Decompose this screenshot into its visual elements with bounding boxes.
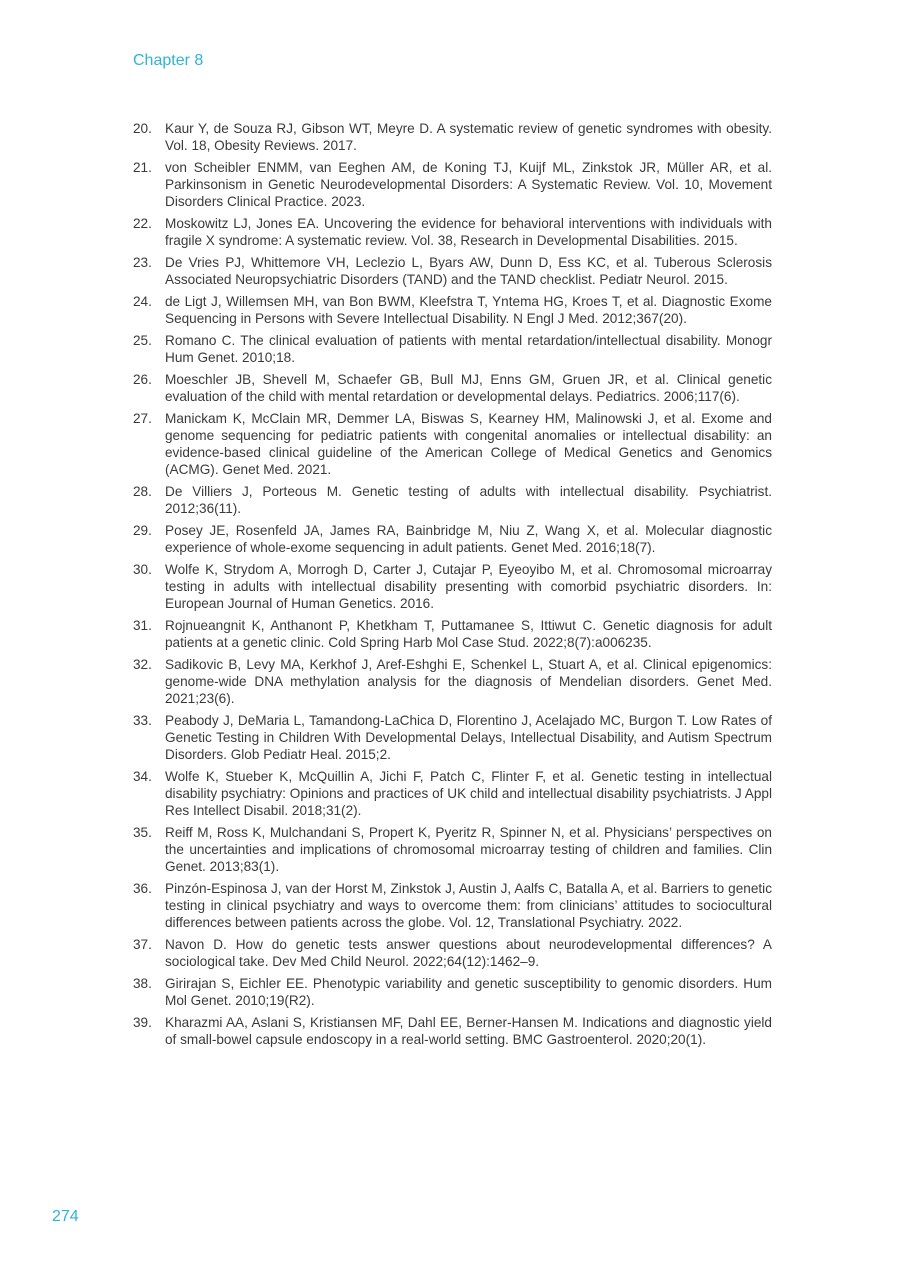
reference-number: 27. [133,411,152,426]
reference-number: 31. [133,618,152,633]
reference-text: De Vries PJ, Whittemore VH, Leclezio L, Byars AW, Dunn D, Ess KC, et al. Tuberous Sclerosis Associated Neuropsychiatric Disorders (TAND) and the TAND checklist. Pediatr Neurol. 2015. [165,255,772,287]
reference-item [133,410,772,478]
reference-number: 24. [133,294,152,309]
reference-item [133,1014,772,1048]
reference-item [133,617,772,651]
reference-item [133,561,772,612]
reference-item [133,254,772,288]
reference-item [133,371,772,405]
reference-text: Kharazmi AA, Aslani S, Kristiansen MF, Dahl EE, Berner-Hansen M. Indications and diagnostic yield of small-bowel capsule endoscopy in a real-world setting. BMC Gastroenterol. 2020;20(1). [165,1015,772,1047]
reference-item [133,293,772,327]
reference-number: 39. [133,1015,152,1030]
reference-item [133,768,772,819]
reference-text: Girirajan S, Eichler EE. Phenotypic variability and genetic susceptibility to genomic disorders. Hum Mol Genet. 2010;19(R2). [165,976,772,1008]
reference-text: Kaur Y, de Souza RJ, Gibson WT, Meyre D. A systematic review of genetic syndromes with obesity. Vol. 18, Obesity Reviews. 2017. [165,121,772,153]
reference-text: Moskowitz LJ, Jones EA. Uncovering the evidence for behavioral interventions with individuals with fragile X syndrome: A systematic review. Vol. 38, Research in Developmental Disabilities. 2015. [165,216,772,248]
reference-number: 38. [133,976,152,991]
reference-text: Navon D. How do genetic tests answer questions about neurodevelopmental differences? A sociological take. Dev Med Child Neurol. 2022;64(12):1462–9. [165,937,772,969]
reference-item [133,159,772,210]
reference-text: Posey JE, Rosenfeld JA, James RA, Bainbridge M, Niu Z, Wang X, et al. Molecular diagnostic experience of whole-exome sequencing in adult patients. Genet Med. 2016;18(7). [165,523,772,555]
reference-item [133,215,772,249]
reference-number: 29. [133,523,152,538]
reference-number: 30. [133,562,152,577]
reference-number: 20. [133,121,152,136]
page-number: 274 [52,1208,79,1225]
reference-text: Pinzón-Espinosa J, van der Horst M, Zinkstok J, Austin J, Aalfs C, Batalla A, et al. Barriers to genetic testing in clinical psychiatry and ways to overcome them: from clinicians’ attitudes to sociocultural differences between patients across the globe. Vol. 12, Translational Psychiatry. 2022. [165,881,772,930]
reference-text: Romano C. The clinical evaluation of patients with mental retardation/intellectual disability. Monogr Hum Genet. 2010;18. [165,333,772,365]
reference-item [133,975,772,1009]
reference-item [133,936,772,970]
reference-number: 22. [133,216,152,231]
reference-text: Wolfe K, Strydom A, Morrogh D, Carter J, Cutajar P, Eyeoyibo M, et al. Chromosomal microarray testing in adults with intellectual disability presenting with comorbid psychiatric disorders. In: European Journal of Human Genetics. 2016. [165,562,772,611]
reference-text: Rojnueangnit K, Anthanont P, Khetkham T, Puttamanee S, Ittiwut C. Genetic diagnosis for adult patients at a genetic clinic. Cold Spring Harb Mol Case Stud. 2022;8(7):a006235. [165,618,772,650]
reference-item [133,332,772,366]
reference-text: Peabody J, DeMaria L, Tamandong-LaChica D, Florentino J, Acelajado MC, Burgon T. Low Rates of Genetic Testing in Children With Developmental Delays, Intellectual Disability, and Autism Spectrum Disorders. Glob Pediatr Heal. 2015;2. [165,713,772,762]
reference-text: Reiff M, Ross K, Mulchandani S, Propert K, Pyeritz R, Spinner N, et al. Physicians’ perspectives on the uncertainties and implications of chromosomal microarray testing of children and families. Clin Genet. 2013;83(1). [165,825,772,874]
reference-item [133,880,772,931]
reference-list [133,120,772,1053]
reference-item [133,824,772,875]
reference-item [133,483,772,517]
reference-item [133,522,772,556]
chapter-title: Chapter 8 [133,52,204,69]
reference-text: De Villiers J, Porteous M. Genetic testing of adults with intellectual disability. Psychiatrist. 2012;36(11). [165,484,772,516]
reference-number: 28. [133,484,152,499]
reference-number: 25. [133,333,152,348]
reference-item [133,656,772,707]
reference-number: 23. [133,255,152,270]
reference-text: von Scheibler ENMM, van Eeghen AM, de Koning TJ, Kuijf ML, Zinkstok JR, Müller AR, et al. Parkinsonism in Genetic Neurodevelopmental Disorders: A Systematic Review. Vol. 10, Movement Disorders Clinical Practice. 2023. [165,160,772,209]
reference-text: Wolfe K, Stueber K, McQuillin A, Jichi F, Patch C, Flinter F, et al. Genetic testing in intellectual disability psychiatry: Opinions and practices of UK child and intellectual disability psychiatrists. J Appl Res Intellect Disabil. 2018;31(2). [165,769,772,818]
reference-text: de Ligt J, Willemsen MH, van Bon BWM, Kleefstra T, Yntema HG, Kroes T, et al. Diagnostic Exome Sequencing in Persons with Severe Intellectual Disability. N Engl J Med. 2012;367(20). [165,294,772,326]
reference-number: 36. [133,881,152,896]
reference-text: Manickam K, McClain MR, Demmer LA, Biswas S, Kearney HM, Malinowski J, et al. Exome and genome sequencing for pediatric patients with congenital anomalies or intellectual disability: an evidence-based clinical guideline of the American College of Medical Genetics and Genomics (ACMG). Genet Med. 2021. [165,411,772,477]
reference-number: 35. [133,825,152,840]
reference-number: 37. [133,937,152,952]
reference-text: Moeschler JB, Shevell M, Schaefer GB, Bull MJ, Enns GM, Gruen JR, et al. Clinical genetic evaluation of the child with mental retardation or developmental delays. Pediatrics. 2006;117(6). [165,372,772,404]
reference-number: 33. [133,713,152,728]
reference-text: Sadikovic B, Levy MA, Kerkhof J, Aref-Eshghi E, Schenkel L, Stuart A, et al. Clinical epigenomics: genome-wide DNA methylation analysis for the diagnosis of Mendelian disorders. Genet Med. 2021;23(6). [165,657,772,706]
reference-item [133,120,772,154]
reference-number: 21. [133,160,152,175]
reference-item [133,712,772,763]
reference-number: 26. [133,372,152,387]
reference-number: 32. [133,657,152,672]
reference-number: 34. [133,769,152,784]
